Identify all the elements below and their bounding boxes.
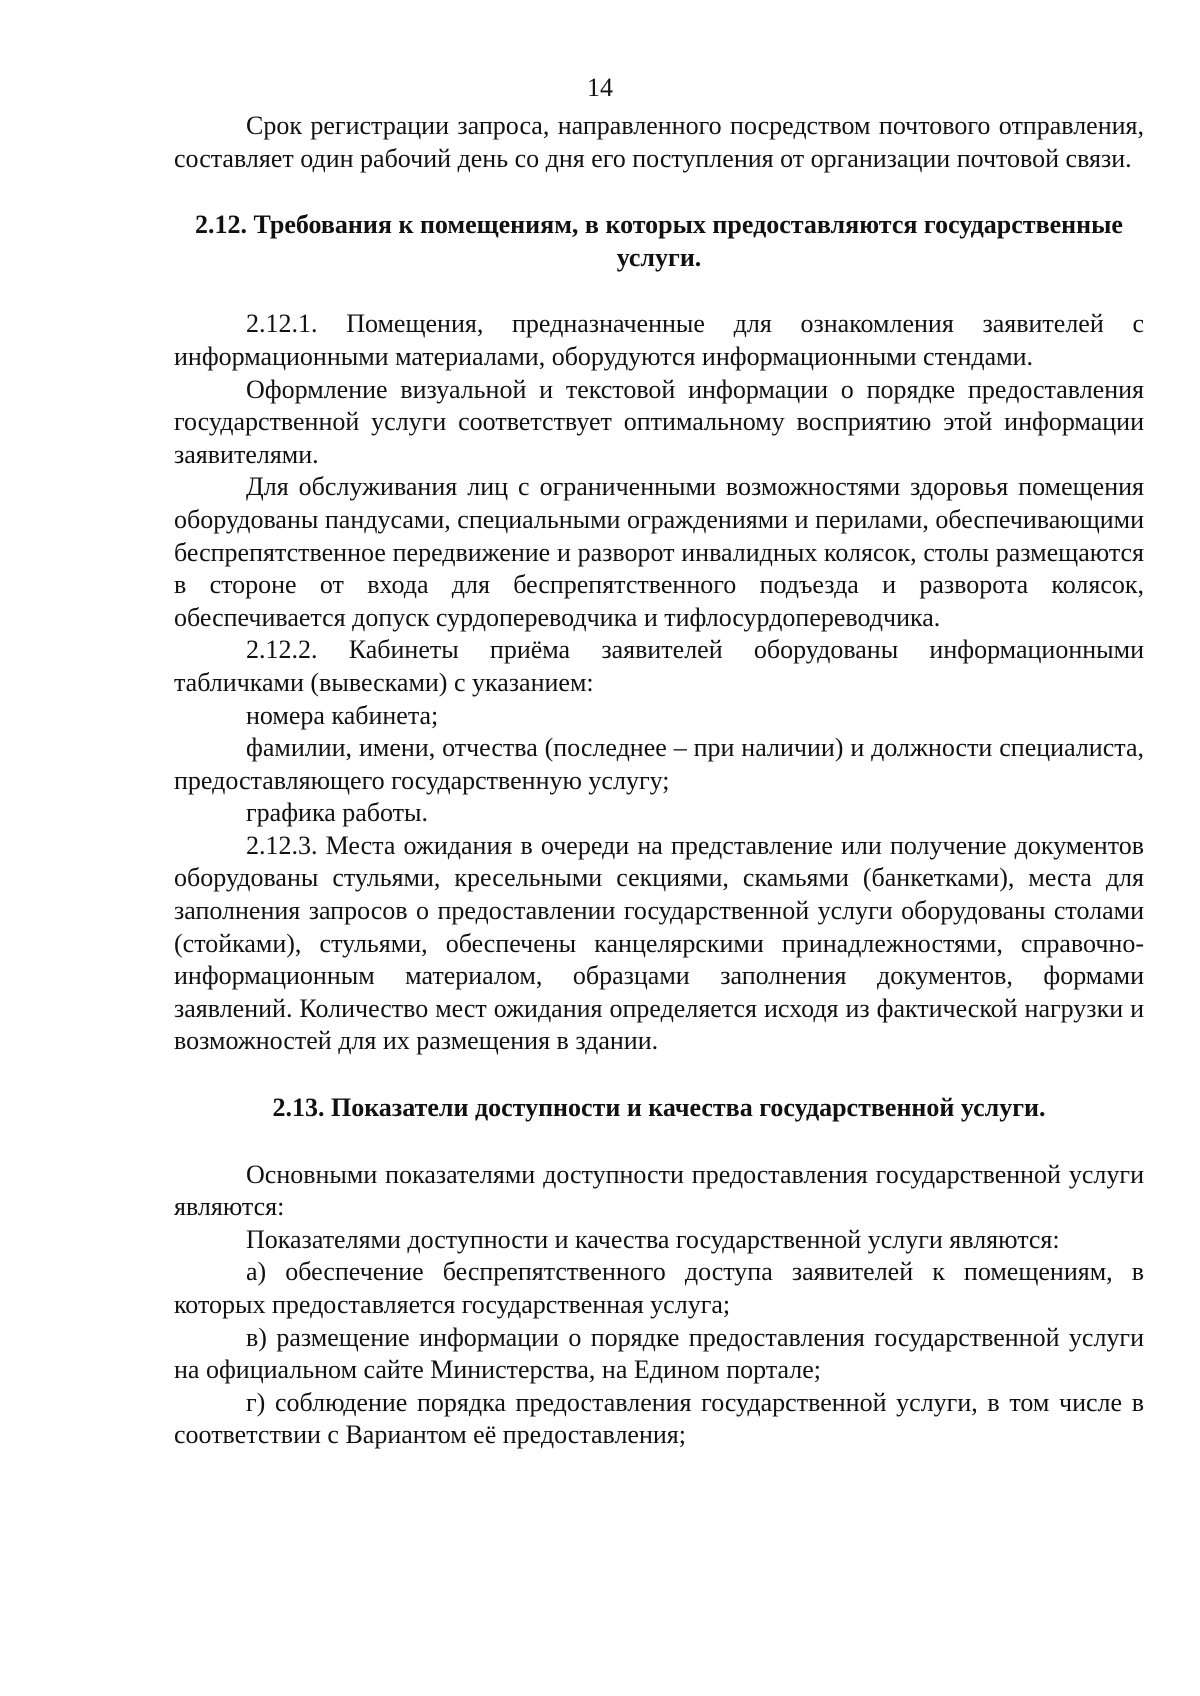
- list-item-specialist-name: фамилии, имени, отчества (последнее – при наличии) и должности специалиста, предоставляющего государственную услугу;: [174, 733, 1144, 795]
- paragraph-2-12-2: 2.12.2. Кабинеты приёма заявителей оборудованы информационными табличками (вывесками) с указанием:: [174, 635, 1144, 697]
- paragraph-2-12-1: 2.12.1. Помещения, предназначенные для ознакомления заявителей с информационными материалами, оборудуются информационными стендами.: [174, 309, 1144, 371]
- list-item-g: г) соблюдение порядка предоставления государственной услуги, в том числе в соответствии с Вариантом её предоставления;: [174, 1387, 1144, 1450]
- page-number: 14: [587, 73, 613, 102]
- paragraph-registration-term: Срок регистрации запроса, направленного посредством почтового отправления, составляет один рабочий день со дня его поступления от организации почтовой связи.: [174, 111, 1144, 173]
- paragraph-info-design: Оформление визуальной и текстовой информации о порядке предоставления государственной услуги соответствует оптимальному восприятию этой информации заявителями.: [174, 374, 1144, 469]
- section-2-12-body: [174, 308, 1144, 1058]
- document-body: [174, 110, 1144, 1452]
- section-2-13-body: [174, 1159, 1144, 1452]
- paragraph-accessibility: Для обслуживания лиц с ограниченными возможностями здоровья помещения оборудованы пандусами, специальными ограждениями и перилами, обеспечивающими беспрепятственное передвижение и разворот инвалидных колясок, столы размещаются в стороне от входа для беспрепятственного подъезда и разворота колясок, обеспечивается допуск сурдопереводчика и тифлосурдопереводчика.: [174, 472, 1144, 632]
- list-item-a: а) обеспечение беспрепятственного доступа заявителей к помещениям, в которых предоставляется государственная услуга;: [174, 1257, 1144, 1319]
- section-heading-2-13: 2.13. Показатели доступности и качества государственной услуги.: [272, 1093, 1046, 1123]
- section-heading-2-12: 2.12. Требования к помещениям, в которых предоставляются государственные услуги.: [195, 210, 1123, 272]
- paragraph-indicators-are: Показателями доступности и качества государственной услуги являются:: [246, 1224, 1060, 1254]
- list-item-office-number: номера кабинета;: [246, 700, 439, 730]
- list-item-schedule: графика работы.: [246, 798, 428, 828]
- paragraph-main-indicators: Основными показателями доступности предоставления государственной услуги являются:: [174, 1159, 1144, 1222]
- paragraph-2-12-3: 2.12.3. Места ожидания в очереди на представление или получение документов оборудованы стульями, кресельными секциями, скамьями (банкетками), места для заполнения запросов о предоставлении государственной услуги оборудованы столами (стойками), стульями, обеспечены канцелярскими принадлежностями, справочно-информационным материалом, образцами заполнения документов, формами заявлений. Количество мест ожидания определяется исходя из фактической нагрузки и возможностей для их размещения в здании.: [174, 830, 1144, 1056]
- list-item-v: в) размещение информации о порядке предоставления государственной услуги на официальном сайте Министерства, на Едином портале;: [174, 1322, 1144, 1385]
